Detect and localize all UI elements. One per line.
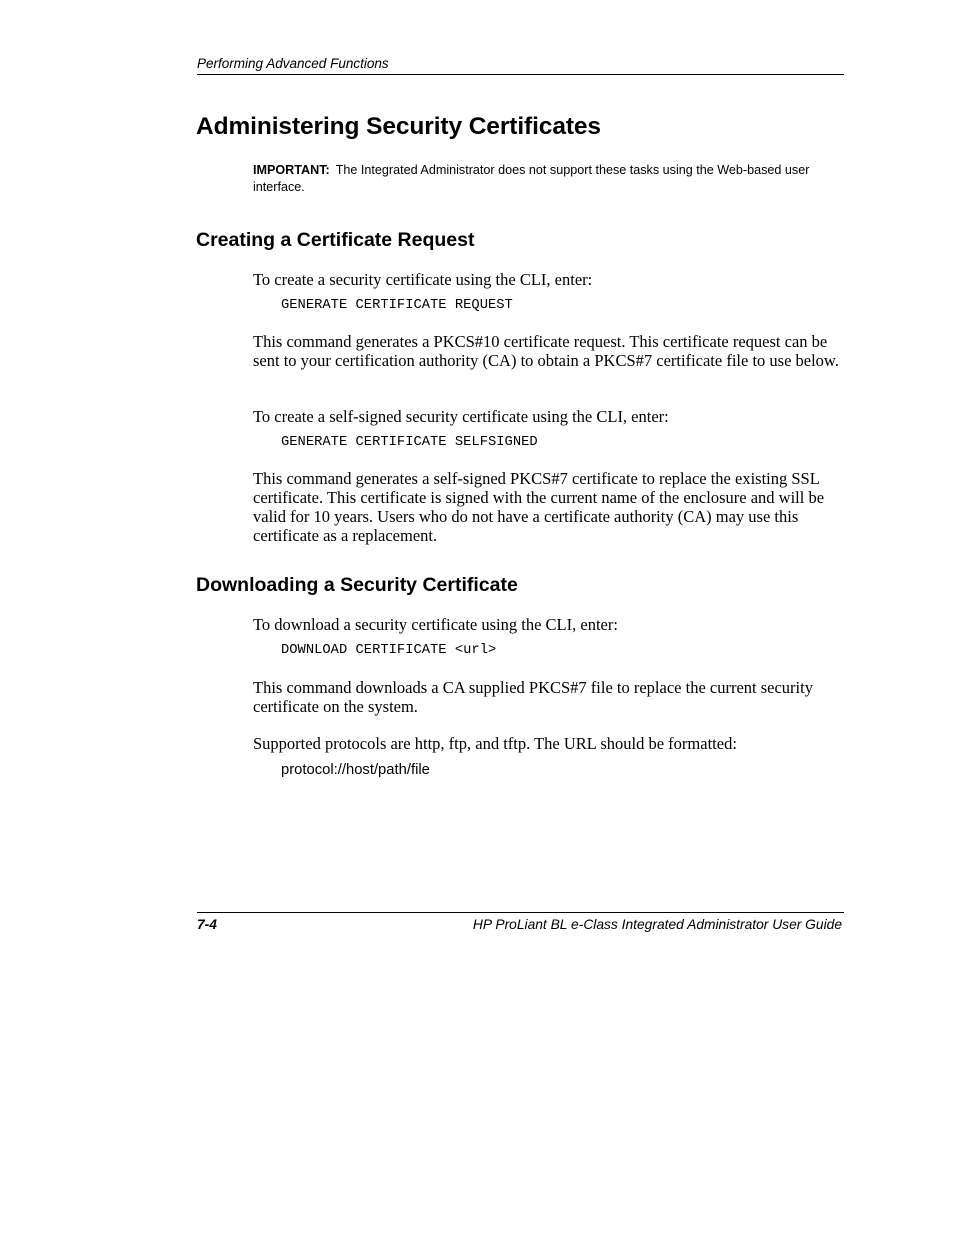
create-selfsigned-intro: To create a self-signed security certificate using the CLI, enter: (253, 407, 669, 426)
important-note (253, 162, 813, 195)
supported-protocols: Supported protocols are http, ftp, and tftp. The URL should be formatted: (253, 734, 737, 753)
important-text: The Integrated Administrator does not support these tasks using the Web-based user interface. (253, 163, 810, 194)
running-header: Performing Advanced Functions (197, 55, 844, 75)
url-format: protocol://host/path/file (281, 762, 430, 778)
section-heading-download-certificate: Downloading a Security Certificate (196, 574, 518, 596)
download-description: This command downloads a CA supplied PKCS#7 file to replace the current security certificate on the system. (253, 678, 813, 716)
page-number: 7-4 (197, 917, 217, 932)
generate-request-description: This command generates a PKCS#10 certificate request. This certificate request can be sent to your certification authority (CA) to obtain a PKCS#7 certificate file to use below. (253, 332, 839, 370)
download-intro: To download a security certificate using the CLI, enter: (253, 615, 618, 634)
generate-selfsigned-description: This command generates a self-signed PKCS#7 certificate to replace the existing SSL certificate. This certificate is signed with the current name of the enclosure and will be valid for 10 years. Users who do not have a certificate authority (CA) may use this certificate as a replacement. (253, 469, 825, 545)
section-heading-create-request: Creating a Certificate Request (196, 229, 475, 251)
command-generate-request: GENERATE CERTIFICATE REQUEST (281, 298, 513, 313)
command-download-certificate: DOWNLOAD CERTIFICATE <url> (281, 643, 497, 658)
command-generate-selfsigned: GENERATE CERTIFICATE SELFSIGNED (281, 435, 538, 450)
important-label: IMPORTANT: (253, 163, 330, 177)
guide-title: HP ProLiant BL e-Class Integrated Administrator User Guide (472, 917, 842, 932)
page-footer (197, 912, 844, 935)
create-request-intro: To create a security certificate using the CLI, enter: (253, 270, 593, 289)
page-title: Administering Security Certificates (196, 113, 601, 140)
